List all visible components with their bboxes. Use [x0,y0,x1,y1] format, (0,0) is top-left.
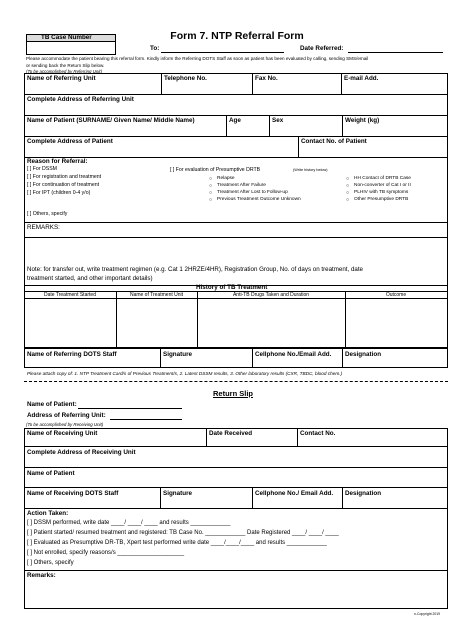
to-field[interactable] [161,52,284,53]
cut-line [24,381,448,382]
patient-address-label: Complete Address of Patient [27,138,113,145]
return-patient-name-field[interactable] [78,408,182,409]
reason-drtb-note: (Write history below) [293,168,328,172]
contact-no-label: Contact No. [300,430,336,437]
instruction-line-2: or sending back the Return Slip below. [26,63,105,68]
radio-relapse-icon[interactable]: ○ [209,176,213,182]
return-remarks-label: Remarks: [27,572,56,579]
reason-continuation[interactable]: [ ] For continuation of treatment [27,182,100,188]
referring-signature-label: Signature [163,351,193,358]
referring-unit-address-label: Complete Address of Referring Unit [27,96,134,103]
action-taken-title: Action Taken: [27,510,69,517]
radio-non-converter-icon[interactable]: ○ [346,183,350,189]
receiving-address-label: Complete Address of Receiving Unit [27,449,136,456]
date-referred-label: Date Referred: [300,45,344,52]
reason-drtb[interactable]: [ ] For evaluation of Presumptive DRTB [170,167,261,173]
return-slip-title: Return Slip [213,389,254,398]
reason-plhiv: PLHIV with TB symptoms [354,190,409,195]
remarks-label: REMARKS: [27,224,60,231]
weight-label: Weight (kg) [345,117,380,124]
receiving-unit-label: Name of Receiving Unit [27,430,98,437]
referring-designation-label: Designation [345,351,382,358]
note-line-2: treatment started, and other important details) [27,275,153,282]
history-entry-area[interactable] [25,299,447,347]
return-address-referring-field[interactable] [110,419,182,420]
date-referred-field[interactable] [348,52,443,53]
action-not-enrolled[interactable]: [ ] Not enrolled, specify reasons/s ____________________ [27,550,185,556]
reason-registration[interactable]: [ ] For registration and treatment [27,174,102,180]
fax-label: Fax No. [255,75,278,82]
reason-dssm[interactable]: [ ] For DSSM [27,166,57,172]
attach-note: Please attach copy of: 1. NTP Treatment Card/s of Previous Treatment/s, 2. Latest DSSM results, 3. Other laboratory results (CXR, TBDC, blood chem.) [27,371,343,376]
action-others[interactable]: [ ] Others, specify [27,560,74,566]
to-label: To: [150,45,160,52]
reason-other-drtb: Other Presumptive DRTB [354,197,409,202]
reason-others[interactable]: [ ] Others, specify [27,211,68,217]
action-dssm[interactable]: [ ] DSSM performed, write date ____/ ____/ ____ and results ____________ [27,520,231,526]
tb-case-number-label: TB Case Number [41,34,92,41]
patient-name-label: Name of Patient (SURNAME/ Given Name/ Middle Name) [27,117,195,124]
radio-unknown-icon[interactable]: ○ [209,197,213,203]
reason-hh-contact: HH Contact of DRTB Case [354,176,411,181]
radio-ltfu-icon[interactable]: ○ [209,190,213,196]
referring-staff-label: Name of Referring DOTS Staff [27,351,117,358]
reason-failure: Treatment After Failure [217,183,266,188]
accomplished-by-receiving-note: (To be accomplished by Receiving Unit) [26,422,104,427]
reason-ipt[interactable]: [ ] For IPT (children 0-4 y/o) [27,190,91,196]
radio-failure-icon[interactable]: ○ [209,183,213,189]
instruction-line-1: Please accommodate the patient bearing this referral form. Kindly inform the Referring DOTS Staff as soon as patient has been evaluated by calling, sending SMS/email [26,56,369,61]
form-title: Form 7. NTP Referral Form [170,30,304,42]
return-remarks-field[interactable] [25,580,447,608]
radio-plhiv-icon[interactable]: ○ [346,190,350,196]
history-header-unit: Name of Treatment Unit [129,292,184,298]
reason-relapse: Relapse [217,176,235,181]
radio-hh-contact-icon[interactable]: ○ [346,176,350,182]
name-of-referring-unit-label: Name of Referring Unit [27,75,96,82]
age-label: Age [229,117,241,124]
receiving-staff-label: Name of Receiving DOTS Staff [27,490,119,497]
receiving-signature-label: Signature [163,490,193,497]
remarks-field[interactable] [25,232,447,262]
patient-contact-label: Contact No. of Patient [301,138,367,145]
receiving-patient-label: Name of Patient [27,470,75,477]
reason-title: Reason for Referral: [27,158,88,165]
note-line-1: Note: for transfer out, write treatment regimen (e.g. Cat 1 2HRZE/4HR), Registration Group, No. of days on treatment, date [27,266,363,273]
return-patient-name-label: Name of Patient: [27,401,77,408]
radio-other-drtb-icon[interactable]: ○ [346,197,350,203]
referring-cellphone-label: Cellphone No./Email Add. [255,351,332,358]
reason-non-converter: Non-converter of Cat I or II [354,183,411,188]
history-title: History of TB Treatment [196,284,268,291]
telephone-label: Telephone No. [164,75,207,82]
history-header-drugs: Anti-TB Drugs Taken and Duration [232,292,310,298]
action-started[interactable]: [ ] Patient started/ resumed treatment and registered: TB Case No. ____________ Date Registered ____/ ____/ ____ [27,530,339,536]
sex-label: Sex [272,117,284,124]
reason-ltfu: Treatment After Lost to Follow-up [217,190,288,195]
receiving-cellphone-label: Cellphone No./ Email Add. [255,490,334,497]
action-evaluated[interactable]: [ ] Evaluated as Presumptive DR-TB, Xpert test performed write date ____/____/____ and results ____________ [27,540,327,546]
accomplished-by-referring-note: (To be accomplished by Referring Unit) [26,69,102,74]
footer-code: n-Copyright 2019 [414,612,441,616]
receiving-designation-label: Designation [345,490,382,497]
email-label: E-mail Add. [344,75,379,82]
return-address-referring-label: Address of Referring Unit: [27,412,106,419]
tb-case-number-field[interactable] [27,43,115,54]
history-header-date: Date Treatment Started [44,292,96,298]
date-received-label: Date Received [209,430,253,437]
history-header-outcome: Outcome [385,292,407,298]
reason-unknown: Previous Treatment Outcome Unknown [217,197,301,202]
